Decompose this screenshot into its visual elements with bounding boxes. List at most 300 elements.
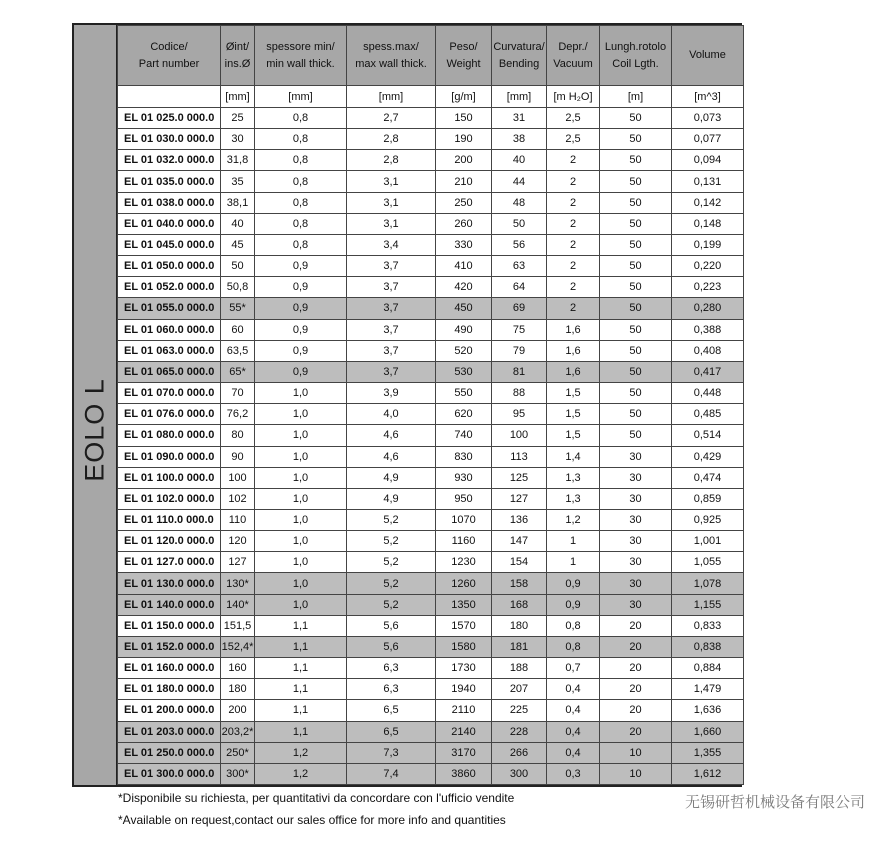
cell-vacuum: 2 [547,277,600,298]
cell-max-wall-thickness: 6,3 [347,658,436,679]
cell-weight: 410 [436,256,492,277]
table-row [118,658,744,679]
header-line1: Curvatura/ [493,40,545,53]
cell-vacuum: 2 [547,256,600,277]
cell-max-wall-thickness: 3,9 [347,383,436,404]
cell-part-number: EL 01 110.0 000.0 [118,509,221,530]
cell-coil-length: 50 [600,361,672,382]
cell-inner-diameter: 203,2* [221,721,255,742]
cell-inner-diameter: 50,8 [221,277,255,298]
cell-coil-length: 50 [600,108,672,129]
cell-min-wall-thickness: 0,8 [255,234,347,255]
cell-max-wall-thickness: 3,7 [347,319,436,340]
cell-vacuum: 2 [547,234,600,255]
header-line1: Codice/ [150,40,188,53]
cell-min-wall-thickness: 1,1 [255,679,347,700]
cell-part-number: EL 01 160.0 000.0 [118,658,221,679]
cell-volume: 1,155 [672,594,744,615]
cell-max-wall-thickness: 5,2 [347,552,436,573]
header-line2: Bending [498,57,540,70]
cell-vacuum: 2,5 [547,129,600,150]
cell-min-wall-thickness: 1,0 [255,404,347,425]
cell-vacuum: 2 [547,213,600,234]
cell-part-number: EL 01 060.0 000.0 [118,319,221,340]
table-row [118,340,744,361]
cell-bending-radius: 79 [492,340,547,361]
cell-bending-radius: 168 [492,594,547,615]
cell-min-wall-thickness: 0,8 [255,192,347,213]
cell-inner-diameter: 130* [221,573,255,594]
cell-max-wall-thickness: 5,6 [347,636,436,657]
cell-coil-length: 10 [600,742,672,763]
table-row [118,298,744,319]
cell-part-number: EL 01 120.0 000.0 [118,531,221,552]
product-table-frame [72,23,742,787]
cell-inner-diameter: 80 [221,425,255,446]
cell-inner-diameter: 110 [221,509,255,530]
cell-weight: 1070 [436,509,492,530]
cell-min-wall-thickness: 1,1 [255,700,347,721]
cell-part-number: EL 01 130.0 000.0 [118,573,221,594]
table-row [118,488,744,509]
cell-part-number: EL 01 090.0 000.0 [118,446,221,467]
cell-bending-radius: 81 [492,361,547,382]
cell-vacuum: 0,9 [547,594,600,615]
table-row [118,192,744,213]
cell-volume: 1,636 [672,700,744,721]
cell-vacuum: 0,8 [547,636,600,657]
cell-bending-radius: 136 [492,509,547,530]
cell-bending-radius: 181 [492,636,547,657]
unit-volume: [m^3] [672,86,744,108]
cell-coil-length: 20 [600,700,672,721]
cell-vacuum: 0,3 [547,763,600,784]
cell-coil-length: 50 [600,256,672,277]
cell-weight: 1580 [436,636,492,657]
cell-weight: 1160 [436,531,492,552]
cell-coil-length: 50 [600,213,672,234]
cell-max-wall-thickness: 3,7 [347,277,436,298]
cell-bending-radius: 266 [492,742,547,763]
cell-min-wall-thickness: 0,9 [255,298,347,319]
cell-part-number: EL 01 030.0 000.0 [118,129,221,150]
cell-bending-radius: 88 [492,383,547,404]
unit-bending-radius: [mm] [492,86,547,108]
cell-bending-radius: 127 [492,488,547,509]
header-line1: Depr./ [558,40,588,53]
cell-coil-length: 20 [600,679,672,700]
cell-part-number: EL 01 203.0 000.0 [118,721,221,742]
cell-inner-diameter: 31,8 [221,150,255,171]
cell-volume: 0,408 [672,340,744,361]
cell-coil-length: 20 [600,658,672,679]
cell-vacuum: 1,4 [547,446,600,467]
cell-bending-radius: 113 [492,446,547,467]
cell-min-wall-thickness: 0,8 [255,171,347,192]
table-row [118,742,744,763]
table-row [118,213,744,234]
cell-coil-length: 30 [600,446,672,467]
cell-inner-diameter: 70 [221,383,255,404]
cell-coil-length: 20 [600,615,672,636]
table-row [118,679,744,700]
cell-part-number: EL 01 102.0 000.0 [118,488,221,509]
cell-inner-diameter: 63,5 [221,340,255,361]
cell-bending-radius: 180 [492,615,547,636]
cell-max-wall-thickness: 3,7 [347,298,436,319]
unit-min-wall-thickness: [mm] [255,86,347,108]
cell-max-wall-thickness: 3,7 [347,340,436,361]
cell-min-wall-thickness: 1,0 [255,594,347,615]
cell-min-wall-thickness: 1,1 [255,615,347,636]
cell-weight: 520 [436,340,492,361]
cell-min-wall-thickness: 1,1 [255,721,347,742]
header-max-wall-thickness [347,26,436,86]
cell-bending-radius: 75 [492,319,547,340]
cell-part-number: EL 01 250.0 000.0 [118,742,221,763]
cell-inner-diameter: 40 [221,213,255,234]
cell-volume: 0,884 [672,658,744,679]
cell-volume: 0,448 [672,383,744,404]
cell-coil-length: 30 [600,467,672,488]
cell-weight: 260 [436,213,492,234]
unit-coil-length: [m] [600,86,672,108]
cell-min-wall-thickness: 1,0 [255,509,347,530]
header-line1: Volume [689,49,726,61]
table-row [118,234,744,255]
cell-volume: 0,220 [672,256,744,277]
cell-part-number: EL 01 150.0 000.0 [118,615,221,636]
cell-coil-length: 50 [600,425,672,446]
cell-min-wall-thickness: 0,8 [255,150,347,171]
table-row [118,573,744,594]
cell-inner-diameter: 25 [221,108,255,129]
cell-weight: 1940 [436,679,492,700]
cell-max-wall-thickness: 7,4 [347,763,436,784]
cell-vacuum: 2 [547,150,600,171]
cell-max-wall-thickness: 5,2 [347,573,436,594]
cell-min-wall-thickness: 1,0 [255,531,347,552]
cell-min-wall-thickness: 1,0 [255,467,347,488]
cell-vacuum: 1,6 [547,319,600,340]
cell-volume: 0,838 [672,636,744,657]
cell-coil-length: 30 [600,488,672,509]
cell-min-wall-thickness: 0,9 [255,319,347,340]
header-line1: Øint/ [225,40,250,53]
cell-part-number: EL 01 025.0 000.0 [118,108,221,129]
cell-vacuum: 1,5 [547,383,600,404]
cell-weight: 2140 [436,721,492,742]
cell-inner-diameter: 76,2 [221,404,255,425]
cell-coil-length: 30 [600,573,672,594]
cell-bending-radius: 63 [492,256,547,277]
cell-part-number: EL 01 055.0 000.0 [118,298,221,319]
cell-min-wall-thickness: 1,0 [255,446,347,467]
footnote-italian: *Disponibile su richiesta, per quantitativi da concordare con l'ufficio vendite [118,791,515,805]
cell-weight: 150 [436,108,492,129]
cell-coil-length: 30 [600,509,672,530]
cell-weight: 620 [436,404,492,425]
cell-max-wall-thickness: 5,2 [347,531,436,552]
cell-bending-radius: 225 [492,700,547,721]
cell-bending-radius: 188 [492,658,547,679]
table-row [118,425,744,446]
product-table [117,25,744,785]
cell-part-number: EL 01 152.0 000.0 [118,636,221,657]
cell-volume: 0,925 [672,509,744,530]
cell-volume: 1,612 [672,763,744,784]
header-coil-length [600,26,672,86]
cell-weight: 550 [436,383,492,404]
cell-part-number: EL 01 100.0 000.0 [118,467,221,488]
table-row [118,361,744,382]
cell-max-wall-thickness: 7,3 [347,742,436,763]
cell-weight: 200 [436,150,492,171]
cell-part-number: EL 01 200.0 000.0 [118,700,221,721]
cell-bending-radius: 154 [492,552,547,573]
cell-part-number: EL 01 040.0 000.0 [118,213,221,234]
cell-part-number: EL 01 050.0 000.0 [118,256,221,277]
cell-bending-radius: 31 [492,108,547,129]
cell-coil-length: 50 [600,404,672,425]
cell-inner-diameter: 30 [221,129,255,150]
cell-weight: 1260 [436,573,492,594]
cell-part-number: EL 01 065.0 000.0 [118,361,221,382]
unit-vacuum: [m H₂O] [547,86,600,108]
table-row [118,636,744,657]
cell-min-wall-thickness: 0,9 [255,256,347,277]
cell-max-wall-thickness: 4,9 [347,467,436,488]
product-family-title: EOLO L [79,378,110,482]
cell-weight: 930 [436,467,492,488]
cell-min-wall-thickness: 1,0 [255,573,347,594]
header-line1: spessore min/ [266,40,335,53]
table-row [118,404,744,425]
cell-part-number: EL 01 070.0 000.0 [118,383,221,404]
cell-max-wall-thickness: 4,6 [347,425,436,446]
cell-inner-diameter: 35 [221,171,255,192]
cell-coil-length: 50 [600,340,672,361]
cell-max-wall-thickness: 3,1 [347,171,436,192]
cell-bending-radius: 40 [492,150,547,171]
cell-max-wall-thickness: 5,6 [347,615,436,636]
cell-volume: 0,485 [672,404,744,425]
cell-coil-length: 50 [600,234,672,255]
cell-vacuum: 0,4 [547,700,600,721]
cell-min-wall-thickness: 1,0 [255,552,347,573]
cell-bending-radius: 147 [492,531,547,552]
table-row [118,509,744,530]
cell-volume: 0,833 [672,615,744,636]
unit-max-wall-thickness: [mm] [347,86,436,108]
cell-volume: 0,077 [672,129,744,150]
cell-inner-diameter: 100 [221,467,255,488]
cell-vacuum: 1,5 [547,425,600,446]
cell-volume: 0,148 [672,213,744,234]
cell-part-number: EL 01 180.0 000.0 [118,679,221,700]
cell-inner-diameter: 102 [221,488,255,509]
cell-volume: 0,859 [672,488,744,509]
cell-part-number: EL 01 045.0 000.0 [118,234,221,255]
cell-volume: 1,001 [672,531,744,552]
cell-vacuum: 0,7 [547,658,600,679]
company-watermark: 无锡研哲机械设备有限公司 [684,793,865,811]
header-line2: ins.Ø [224,57,251,70]
cell-volume: 0,280 [672,298,744,319]
cell-vacuum: 2 [547,171,600,192]
cell-volume: 1,355 [672,742,744,763]
cell-max-wall-thickness: 4,6 [347,446,436,467]
cell-volume: 0,429 [672,446,744,467]
cell-coil-length: 30 [600,594,672,615]
table-row [118,256,744,277]
cell-coil-length: 10 [600,763,672,784]
cell-vacuum: 1,3 [547,488,600,509]
cell-volume: 0,417 [672,361,744,382]
header-line1: Lungh.rotolo [604,40,667,53]
cell-coil-length: 50 [600,383,672,404]
cell-vacuum: 0,4 [547,721,600,742]
product-family-sidebar [74,25,117,785]
units-row [118,86,744,108]
cell-inner-diameter: 152,4* [221,636,255,657]
cell-max-wall-thickness: 3,4 [347,234,436,255]
cell-volume: 1,078 [672,573,744,594]
cell-max-wall-thickness: 4,0 [347,404,436,425]
header-row [118,26,744,86]
table-row [118,150,744,171]
unit-part-number [118,86,221,108]
header-line2: min wall thick. [266,57,335,70]
cell-weight: 1730 [436,658,492,679]
cell-max-wall-thickness: 4,9 [347,488,436,509]
cell-weight: 3170 [436,742,492,763]
cell-inner-diameter: 250* [221,742,255,763]
cell-bending-radius: 300 [492,763,547,784]
unit-inner-diameter: [mm] [221,86,255,108]
cell-min-wall-thickness: 1,0 [255,383,347,404]
table-row [118,763,744,784]
cell-max-wall-thickness: 6,3 [347,679,436,700]
cell-volume: 1,055 [672,552,744,573]
header-line2: Vacuum [553,57,593,70]
table-body [118,108,744,785]
cell-coil-length: 20 [600,636,672,657]
cell-max-wall-thickness: 3,7 [347,256,436,277]
cell-vacuum: 2 [547,192,600,213]
cell-weight: 450 [436,298,492,319]
cell-bending-radius: 207 [492,679,547,700]
header-line2: Weight [446,57,481,70]
cell-bending-radius: 69 [492,298,547,319]
cell-vacuum: 1 [547,531,600,552]
cell-part-number: EL 01 300.0 000.0 [118,763,221,784]
cell-weight: 420 [436,277,492,298]
cell-coil-length: 50 [600,150,672,171]
cell-weight: 330 [436,234,492,255]
cell-vacuum: 1,3 [547,467,600,488]
cell-vacuum: 1,6 [547,340,600,361]
cell-coil-length: 50 [600,277,672,298]
cell-vacuum: 0,4 [547,679,600,700]
cell-bending-radius: 38 [492,129,547,150]
table-row [118,319,744,340]
cell-max-wall-thickness: 3,1 [347,192,436,213]
cell-bending-radius: 64 [492,277,547,298]
unit-weight: [g/m] [436,86,492,108]
cell-coil-length: 50 [600,171,672,192]
cell-min-wall-thickness: 1,1 [255,658,347,679]
cell-inner-diameter: 120 [221,531,255,552]
header-min-wall-thickness [255,26,347,86]
cell-weight: 490 [436,319,492,340]
cell-bending-radius: 100 [492,425,547,446]
cell-weight: 830 [436,446,492,467]
cell-bending-radius: 56 [492,234,547,255]
header-weight [436,26,492,86]
table-row [118,700,744,721]
cell-bending-radius: 95 [492,404,547,425]
table-row [118,721,744,742]
cell-volume: 0,094 [672,150,744,171]
cell-min-wall-thickness: 0,9 [255,277,347,298]
cell-bending-radius: 50 [492,213,547,234]
cell-inner-diameter: 90 [221,446,255,467]
cell-weight: 210 [436,171,492,192]
cell-part-number: EL 01 038.0 000.0 [118,192,221,213]
table-row [118,615,744,636]
cell-vacuum: 1,2 [547,509,600,530]
cell-weight: 950 [436,488,492,509]
cell-bending-radius: 48 [492,192,547,213]
cell-inner-diameter: 200 [221,700,255,721]
cell-vacuum: 2,5 [547,108,600,129]
table-row [118,552,744,573]
cell-vacuum: 1 [547,552,600,573]
cell-max-wall-thickness: 6,5 [347,721,436,742]
header-part-number [118,26,221,86]
cell-weight: 530 [436,361,492,382]
cell-coil-length: 30 [600,531,672,552]
header-line2: max wall thick. [355,57,427,70]
cell-max-wall-thickness: 5,2 [347,509,436,530]
cell-min-wall-thickness: 1,1 [255,636,347,657]
cell-min-wall-thickness: 1,0 [255,425,347,446]
cell-inner-diameter: 65* [221,361,255,382]
cell-weight: 740 [436,425,492,446]
cell-part-number: EL 01 052.0 000.0 [118,277,221,298]
table-row [118,108,744,129]
cell-volume: 0,223 [672,277,744,298]
cell-inner-diameter: 45 [221,234,255,255]
cell-min-wall-thickness: 1,2 [255,763,347,784]
header-bending-radius [492,26,547,86]
cell-max-wall-thickness: 2,8 [347,150,436,171]
cell-volume: 0,514 [672,425,744,446]
cell-coil-length: 30 [600,552,672,573]
cell-volume: 0,388 [672,319,744,340]
header-vacuum [547,26,600,86]
cell-volume: 1,660 [672,721,744,742]
cell-coil-length: 20 [600,721,672,742]
cell-vacuum: 0,8 [547,615,600,636]
header-line2: Part number [138,57,200,70]
header-volume [672,26,744,86]
cell-part-number: EL 01 063.0 000.0 [118,340,221,361]
cell-coil-length: 50 [600,298,672,319]
cell-weight: 1230 [436,552,492,573]
cell-bending-radius: 125 [492,467,547,488]
